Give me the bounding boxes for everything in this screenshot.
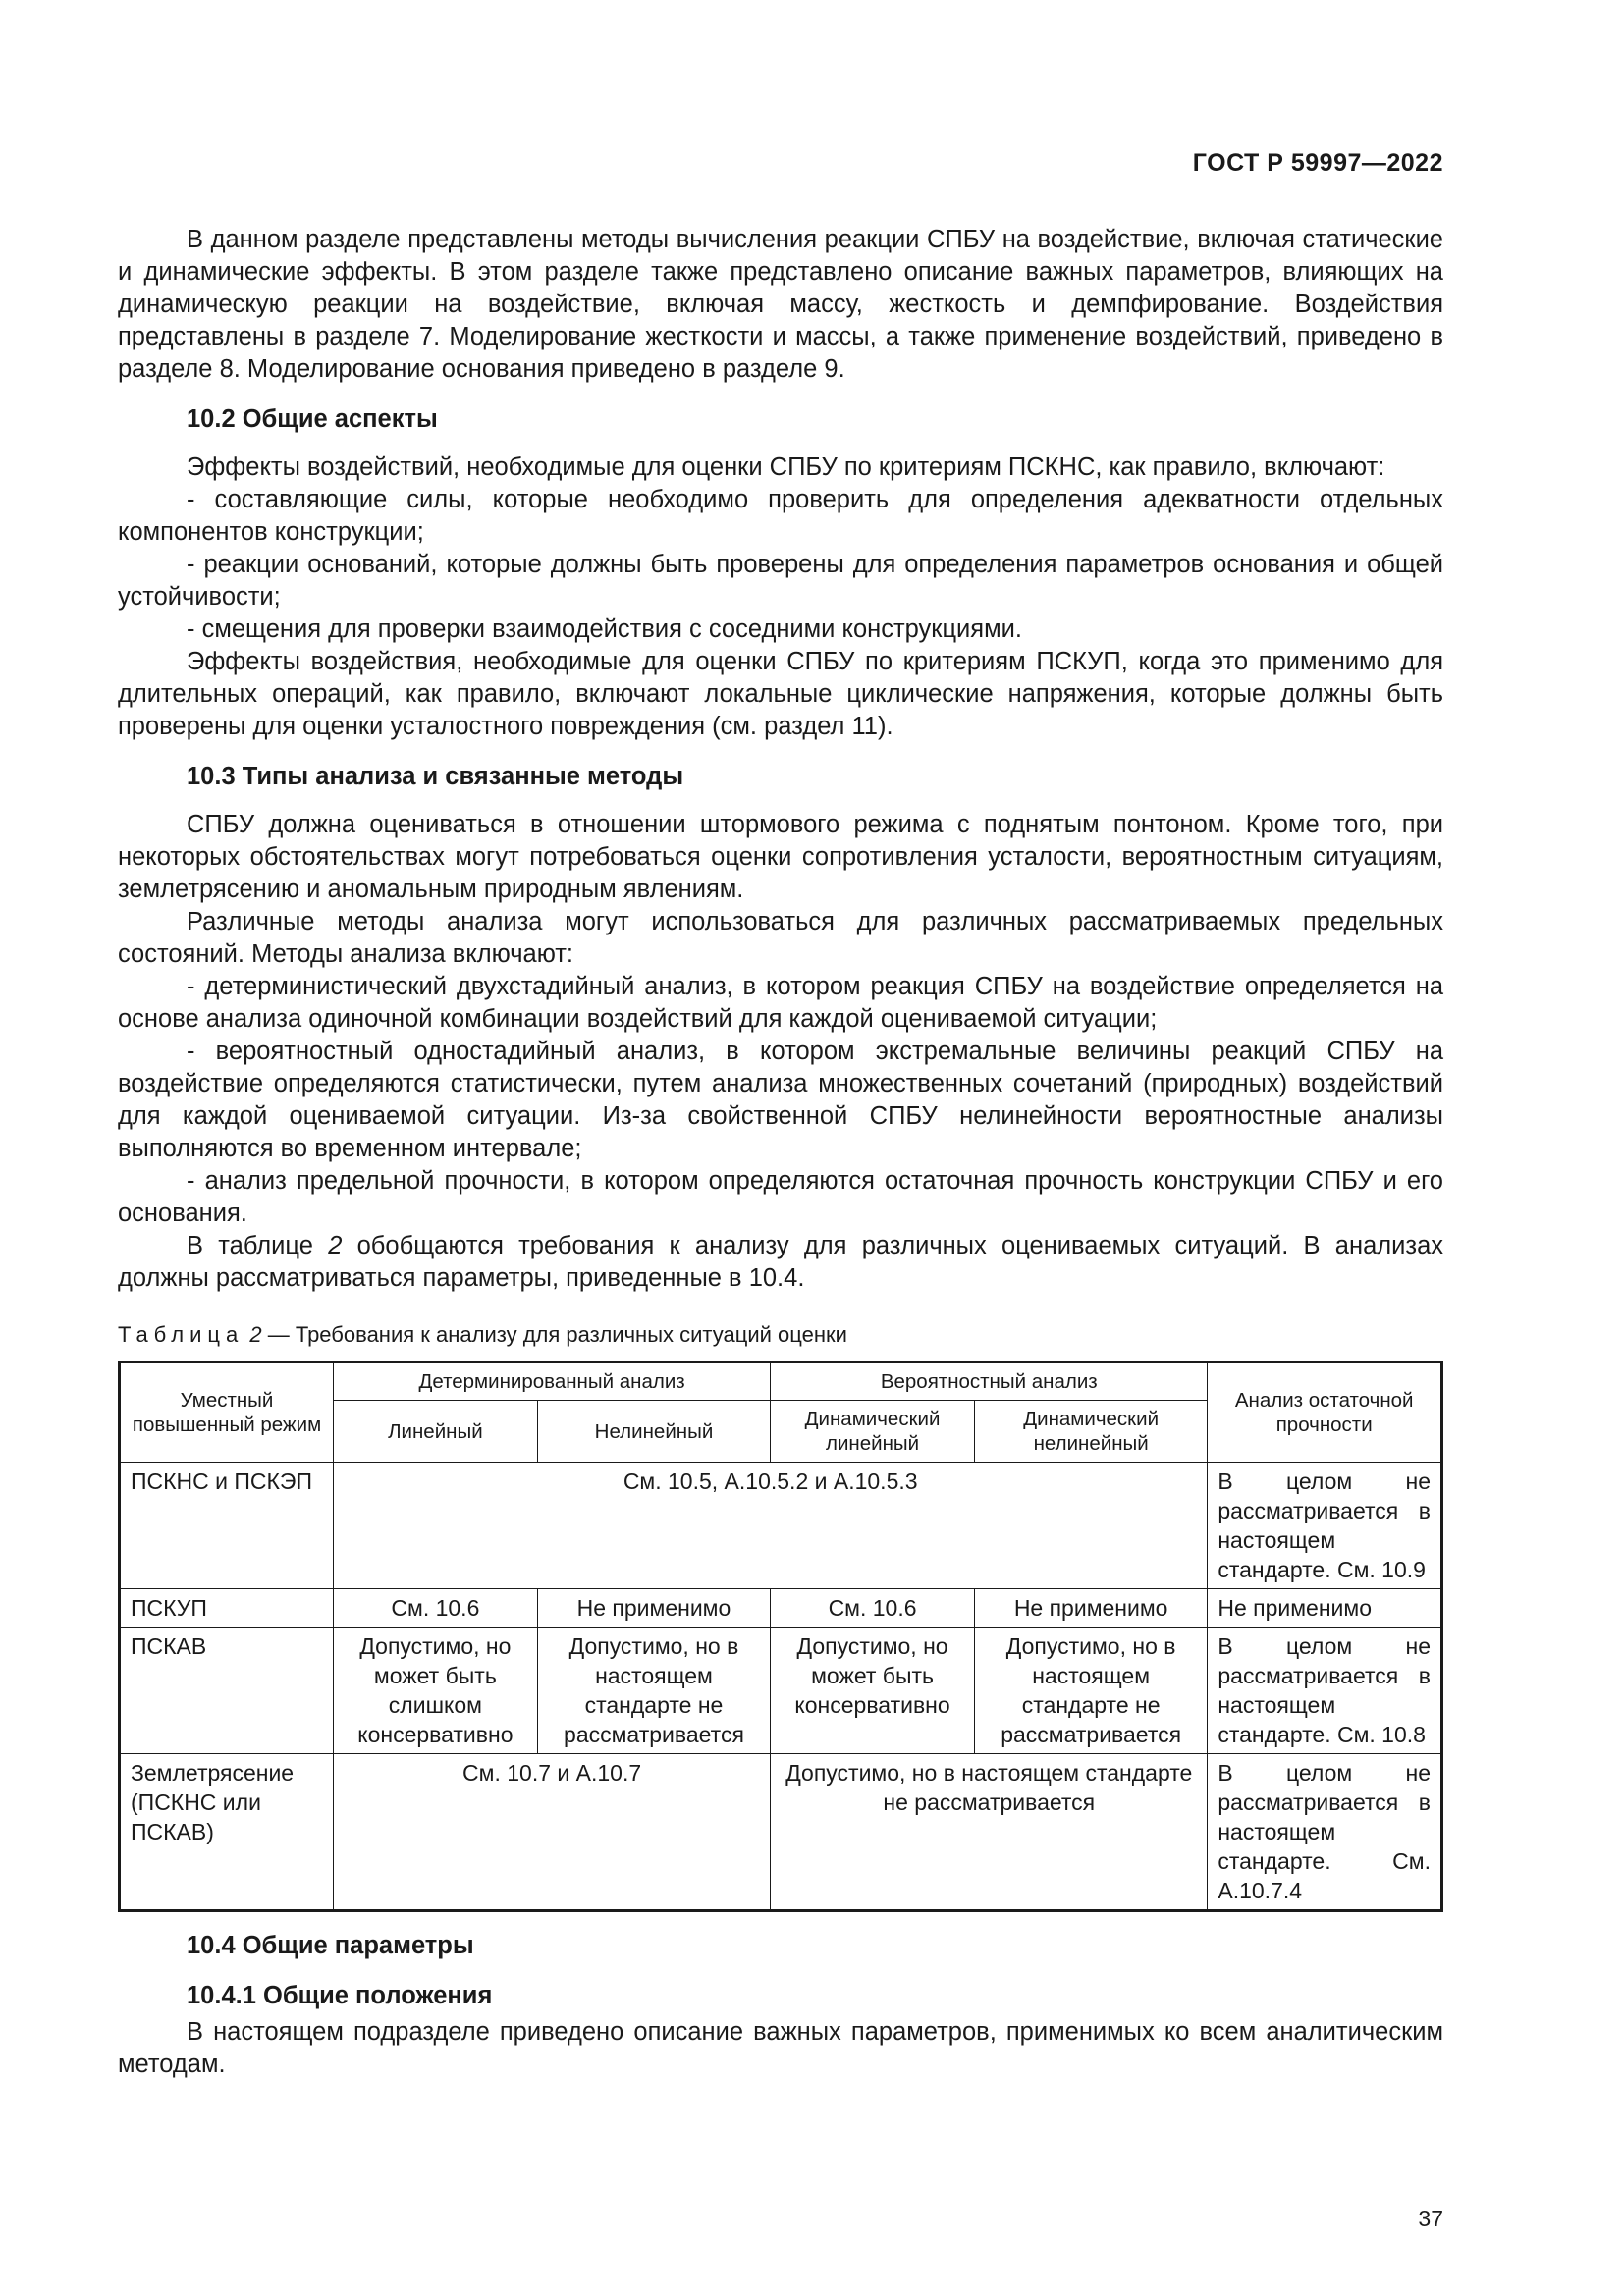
section-10-3-heading: 10.3 Типы анализа и связанные методы [187,763,684,790]
section-10-3-paragraph-4: - вероятностный одностадийный анализ, в котором экстремальные величины реакций СПБУ на воздействие определяются статистически, путем анализа множественных сочетаний (природных) воздействий для каждой оцениваемой ситуации. Из-за свойственной СПБУ нелинейности вероятностные анализы выполняются во временном интервале; [118,1038,1443,1162]
table-header-row-1 [120,1362,1442,1401]
document-body [118,224,1443,2081]
header-nonlinear: Нелинейный [537,1401,770,1463]
section-10-3-paragraph-6 [118,1230,1443,1295]
table-row [120,1589,1442,1628]
table-caption-number: 2 [249,1322,262,1347]
section-10-4-heading: 10.4 Общие параметры [187,1932,474,1959]
row-cell: Не применимо [974,1589,1207,1628]
standard-header: ГОСТ Р 59997—2022 [1192,149,1443,177]
row-mode: ПСКУП [120,1589,334,1628]
header-linear: Линейный [334,1401,538,1463]
table-row [120,1463,1442,1589]
header-mode: Уместный повышенный режим [120,1362,334,1463]
section-10-3-paragraph-5: - анализ предельной прочности, в котором определяются остаточная прочность конструкции СПБУ и его основания. [118,1167,1443,1227]
header-probabilistic: Вероятностный анализ [771,1362,1208,1401]
header-residual-strength: Анализ остаточной прочности [1208,1362,1442,1463]
header-dynamic-linear: Динамический линейный [771,1401,975,1463]
intro-paragraph: В данном разделе представлены методы вычисления реакции СПБУ на воздействие, включая статические и динамические эффекты. В этом разделе также представлено описание важных параметров, влияющих на динамическую реакции на воздействие, включая массу, жесткость и демпфирование. Воздействия представлены в разделе 7. Моделирование жесткости и массы, а также применение воздействий, приведено в разделе 8. Моделирование основания приведено в разделе 9. [118,226,1443,383]
row-cell: Допустимо, но в настоящем стандарте не рассматривается [974,1628,1207,1754]
table-row [120,1628,1442,1754]
table-row [120,1754,1442,1911]
row-cell: Допустимо, но в настоящем стандарте не рассматривается [537,1628,770,1754]
row-residual: В целом не рассматривается в настоящем стандарте. См. 10.9 [1208,1463,1442,1589]
row-mode: ПСКНС и ПСКЭП [120,1463,334,1589]
section-10-2-paragraph-2: - составляющие силы, которые необходимо проверить для определения адекватности отдельных компонентов конструкции; [118,486,1443,546]
section-10-3-paragraph-1: СПБУ должна оцениваться в отношении штормового режима с поднятым понтоном. Кроме того, при некоторых обстоятельствах могут потребоваться оценки сопротивления усталости, вероятностным ситуациям, землетрясению и аномальным природным явлениям. [118,811,1443,903]
row-cell: Допустимо, но в настоящем стандарте не рассматривается [771,1754,1208,1911]
row-residual: В целом не рассматривается в настоящем стандарте. См. А.10.7.4 [1208,1754,1442,1911]
table-caption [118,1318,1443,1351]
row-residual: В целом не рассматривается в настоящем стандарте. См. 10.8 [1208,1628,1442,1754]
document-page [118,0,1443,2296]
section-10-2-paragraph-5: Эффекты воздействия, необходимые для оценки СПБУ по критериям ПСКУП, когда это применимо для длительных операций, как правило, включают локальные циклические напряжения, которые должны быть проверены для оценки усталостного повреждения (см. раздел 11). [118,648,1443,740]
row-cell: См. 10.7 и А.10.7 [334,1754,771,1911]
section-10-2-paragraph-1: Эффекты воздействий, необходимые для оценки СПБУ по критериям ПСКНС, как правило, включают: [187,454,1385,481]
table-ref-text-c: обобщаются требования к анализу для различных оцениваемых ситуаций. В анализах должны рассматриваться параметры, приведенные в 10.4. [118,1232,1444,1292]
section-10-4-1-paragraph: В настоящем подразделе приведено описание важных параметров, применимых ко всем аналитическим методам. [118,2018,1443,2078]
row-cell: Не применимо [537,1589,770,1628]
row-mode: ПСКАВ [120,1628,334,1754]
row-residual: Не применимо [1208,1589,1442,1628]
table-caption-label: Таблица [118,1322,244,1347]
section-10-2-heading: 10.2 Общие аспекты [187,405,438,433]
header-deterministic: Детерминированный анализ [334,1362,771,1401]
row-cell: Допустимо, но может быть консервативно [771,1628,975,1754]
row-cell: См. 10.6 [334,1589,538,1628]
header-dynamic-nonlinear: Динамический нелинейный [974,1401,1207,1463]
section-10-4-1-heading: 10.4.1 Общие положения [187,1982,493,2009]
row-cell: См. 10.5, А.10.5.2 и А.10.5.3 [334,1463,1208,1589]
table-ref-number: 2 [328,1232,343,1259]
section-10-3-paragraph-2: Различные методы анализа могут использоваться для различных рассматриваемых предельных состояний. Методы анализа включают: [118,908,1443,968]
section-10-2-paragraph-3: - реакции оснований, которые должны быть проверены для определения параметров основания и общей устойчивости; [118,551,1443,611]
row-cell: Допустимо, но может быть слишком консервативно [334,1628,538,1754]
row-mode: Землетрясение (ПСКНС или ПСКАВ) [120,1754,334,1911]
section-10-3-paragraph-3: - детерминистический двухстадийный анализ, в котором реакция СПБУ на воздействие определяется на основе анализа одиночной комбинации воздействий для каждой оцениваемой ситуации; [118,973,1443,1033]
table-ref-text-a: В таблице [187,1232,329,1259]
page-number: 37 [1418,2206,1443,2231]
row-cell: См. 10.6 [771,1589,975,1628]
section-10-2-paragraph-4: - смещения для проверки взаимодействия с соседними конструкциями. [187,615,1022,643]
analysis-requirements-table [118,1361,1443,1912]
table-caption-text: — Требования к анализу для различных ситуаций оценки [261,1322,847,1347]
